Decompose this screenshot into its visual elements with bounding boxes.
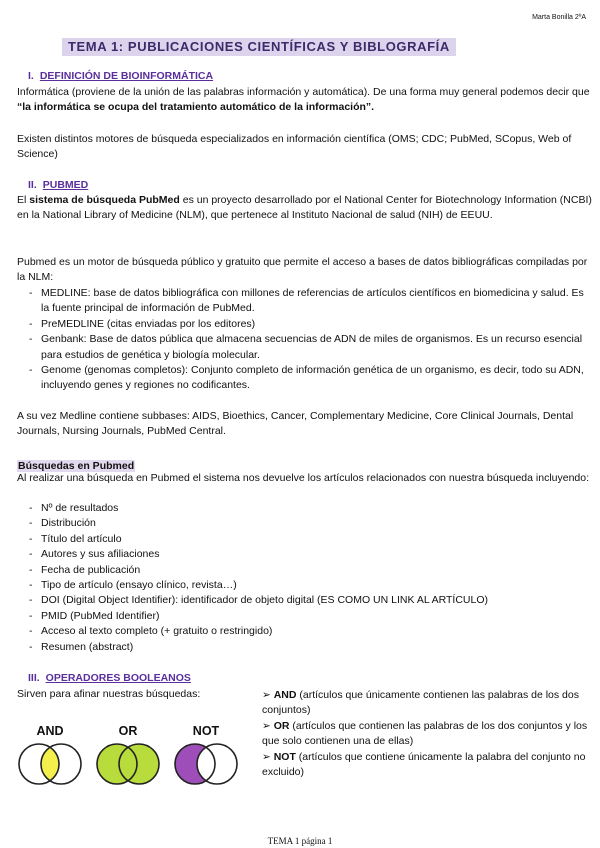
- boolean-intro: Sirven para afinar nuestras búsquedas:: [17, 688, 201, 700]
- list-item: - MEDLINE: base de datos bibliográfica con millones de referencias de artículos científicos en biomedicina y salud. Es la fuente principal de información de PubMed.: [17, 286, 592, 317]
- venn-and-label: AND: [36, 724, 64, 738]
- searches-intro: Al realizar una búsqueda en Pubmed el sistema nos devuelve los artículos relacionados con nuestra búsqueda incluyendo:: [17, 472, 590, 484]
- list-item: - Autores y sus afiliaciones: [17, 547, 592, 562]
- pubmed-engine-paragraph: Pubmed es un motor de búsqueda público y gratuito que permite el acceso a bases de datos bibliográficas compiladas por la NLM:: [17, 256, 588, 284]
- section-3-number: III.: [28, 672, 40, 684]
- venn-not-label: NOT: [192, 724, 220, 738]
- medline-subbases-paragraph: A su vez Medline contiene subbases: AIDS, Bioethics, Cancer, Complementary Medicine, Core Clinical Journals, Dental Journals, Nursing Journals, PubMed Central.: [17, 410, 574, 438]
- list-item: - Acceso al texto completo (+ gratuito o restringido): [17, 624, 592, 639]
- list-item: - Distribución: [17, 516, 592, 531]
- searches-heading-text: Búsquedas en Pubmed: [18, 460, 135, 472]
- operator-or-name: OR: [273, 719, 290, 732]
- operator-or: ➢ OR (artículos que contienen las palabras de los dos conjuntos y los que solo contienen una de ellas): [262, 719, 588, 748]
- operator-and: ➢ AND (artículos que únicamente contienen las palabras de los dos conjuntos): [262, 689, 579, 717]
- list-item: - DOI (Digital Object Identifier): identificador de objeto digital (ES COMO UN LINK AL ARTÍCULO): [17, 593, 592, 608]
- venn-or-label: OR: [118, 724, 138, 738]
- pubmed-system-paragraph: [17, 193, 592, 224]
- author-name: Marta Bonilla 2ºA: [532, 14, 586, 21]
- page-footer: TEMA 1 página 1: [267, 836, 333, 846]
- operator-and-desc: (artículos que únicamente contienen las palabras de los dos conjuntos): [262, 689, 579, 717]
- venn-diagrams: [15, 742, 245, 788]
- page-title: TEMA 1: PUBLICACIONES CIENTÍFICAS Y BIBLOGRAFÍA: [62, 38, 456, 56]
- list-item: - Resumen (abstract): [17, 640, 592, 655]
- venn-not-diagram: [175, 744, 237, 784]
- list-item: - Título del artículo: [17, 532, 592, 547]
- pubmed-text-a: El: [17, 194, 30, 206]
- operator-not: ➢ NOT (artículos que contiene únicamente la palabra del conjunto no excluido): [262, 750, 586, 779]
- venn-and-diagram: [19, 744, 81, 784]
- search-engines-paragraph: Existen distintos motores de búsqueda especializados en información científica (OMS; CDC; PubMed, SCopus, Web of Science): [17, 133, 572, 161]
- venn-or-diagram: [97, 744, 159, 784]
- operator-or-desc: (artículos que contienen las palabras de los dos conjuntos y los que solo contienen una de ellas): [262, 719, 588, 748]
- operators-list: [262, 688, 592, 780]
- list-item: - Genome (genomas completos): Conjunto completo de información genética de un organismo, es decir, todo su ADN, incluyendo genes y regiones no codificantes.: [17, 363, 592, 394]
- section-2-heading: [28, 179, 88, 191]
- section-3-heading: [28, 672, 191, 684]
- list-item: - Nº de resultados: [17, 501, 592, 516]
- list-item: - PreMEDLINE (citas enviadas por los editores): [17, 317, 592, 332]
- definition-paragraph: [17, 85, 592, 116]
- pubmed-text-c: es un proyecto desarrollado por el National Center for Biotechnology Information (NCBI) en la National Library of Medicine (NLM), que pertenece al Instituto Nacional de salud (NIH) de EEUU.: [17, 194, 592, 222]
- section-2-title: PUBMED: [42, 179, 89, 191]
- databases-list: [17, 286, 592, 394]
- definition-text: Informática (proviene de la unión de las palabras información y automática). De una forma muy general podemos decir que: [17, 86, 590, 98]
- operator-not-name: NOT: [273, 750, 296, 763]
- list-item: - Genbank: Base de datos pública que almacena secuencias de ADN de miles de organismos. Es un recurso esencial para estudios de genética y biología molecular.: [17, 332, 592, 363]
- list-item: - Fecha de publicación: [17, 563, 592, 578]
- section-1-heading: [28, 70, 213, 82]
- section-2-number: II.: [28, 179, 37, 191]
- section-1-title: DEFINICIÓN DE BIOINFORMÁTICA: [39, 70, 214, 82]
- pubmed-system-bold: sistema de búsqueda PubMed: [29, 194, 180, 206]
- results-list: [17, 501, 592, 655]
- definition-quote: “la informática se ocupa del tratamiento automático de la información”.: [17, 101, 375, 114]
- list-item: - PMID (PubMed Identifier): [17, 609, 592, 624]
- list-item: - Tipo de artículo (ensayo clínico, revista…): [17, 578, 592, 593]
- section-3-title: OPERADORES BOOLEANOS: [45, 672, 191, 684]
- operator-not-desc: (artículos que contiene únicamente la palabra del conjunto no excluido): [262, 750, 586, 779]
- section-1-number: I.: [28, 70, 34, 82]
- operator-and-name: AND: [273, 689, 297, 701]
